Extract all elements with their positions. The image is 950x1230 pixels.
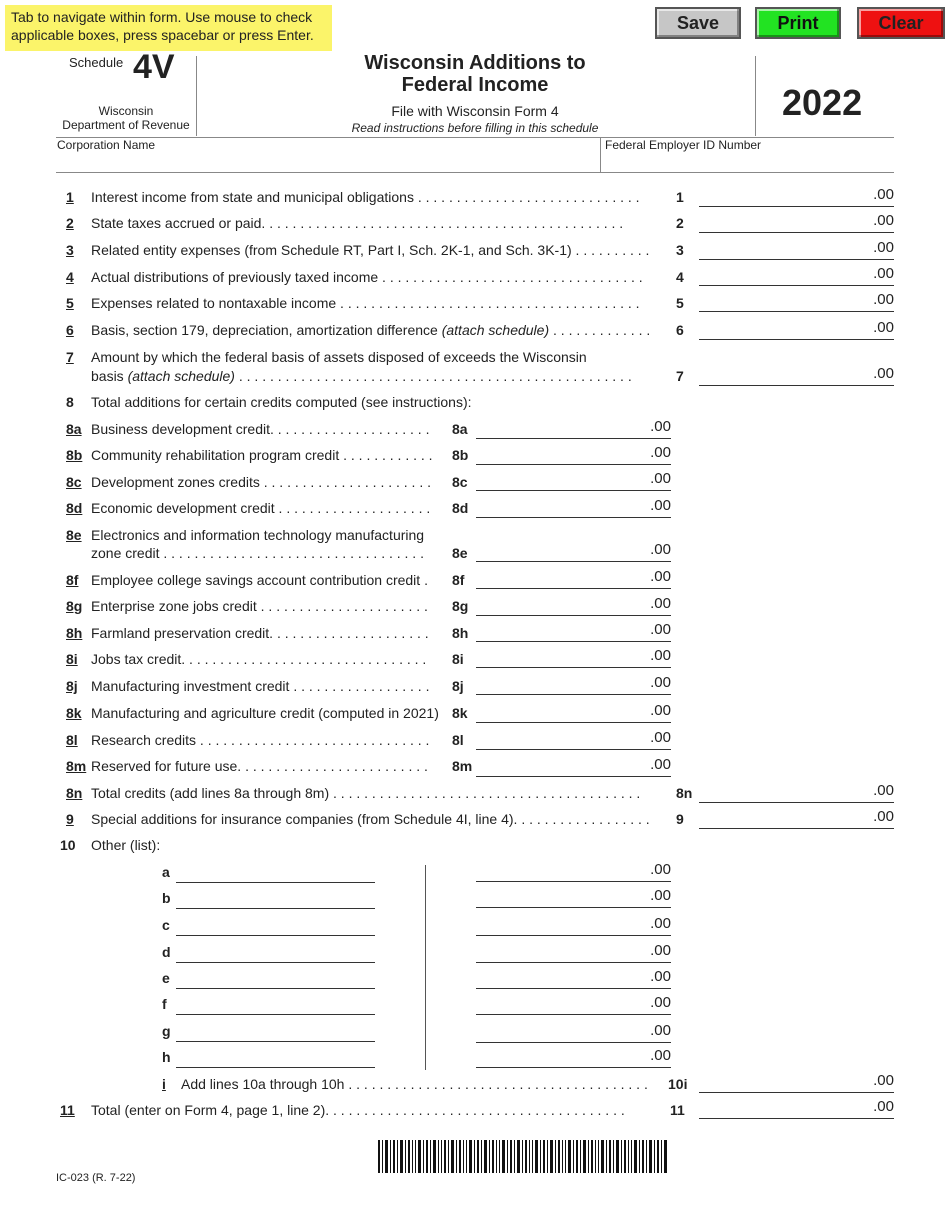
- line-8b-id: 8b: [452, 447, 469, 463]
- line-4-amount[interactable]: [699, 265, 894, 286]
- line-4-cents: .00: [873, 265, 894, 282]
- line-8i-id: 8i: [452, 651, 464, 667]
- corporation-name-label: Corporation Name: [57, 138, 156, 152]
- line-10f-letter: f: [162, 996, 167, 1012]
- line-10-divider: [425, 865, 426, 1070]
- line-10h-description[interactable]: [176, 1047, 375, 1068]
- line-8n-id: 8n: [676, 785, 693, 801]
- line-10d-letter: d: [162, 944, 171, 960]
- line-7-label-b: [91, 368, 666, 384]
- clear-button[interactable]: Clear: [857, 7, 945, 39]
- line-8k-amount[interactable]: [476, 702, 671, 723]
- line-8a-amount[interactable]: [476, 418, 671, 439]
- header-divider-right: [755, 56, 756, 136]
- form-title: [320, 52, 630, 96]
- header-divider-left: [196, 56, 197, 136]
- line-8m-amount[interactable]: [476, 756, 671, 777]
- line-9-number: 9: [66, 811, 74, 827]
- line-7-text-b1: basis: [91, 368, 128, 384]
- instruction-hint: Tab to navigate within form. Use mouse to check applicable boxes, press spacebar or press Enter.: [5, 5, 332, 51]
- fein-input[interactable]: [604, 152, 896, 172]
- line-10d-description[interactable]: [176, 942, 375, 963]
- line-10i-amount[interactable]: [699, 1072, 894, 1093]
- line-10g-amount[interactable]: [476, 1022, 671, 1043]
- line-8i-number: 8i: [66, 651, 78, 667]
- line-8n-amount[interactable]: [699, 782, 894, 803]
- line-5-amount[interactable]: [699, 291, 894, 312]
- line-11-id: 11: [670, 1102, 685, 1118]
- line-3-cents: .00: [873, 239, 894, 256]
- line-8l-label: Research credits . . . . . . . . . . . . . . . . . . . . . . . . . . . . . .: [91, 732, 430, 748]
- line-7-number: 7: [66, 349, 74, 365]
- line-8b-cents: .00: [650, 444, 671, 461]
- line-8h-label: Farmland preservation credit. . . . . . . . . . . . . . . . . . . . .: [91, 625, 429, 641]
- line-8j-label: Manufacturing investment credit . . . . . . . . . . . . . . . . . .: [91, 678, 430, 694]
- line-2-amount[interactable]: [699, 212, 894, 233]
- line-10a-letter: a: [162, 864, 170, 880]
- line-8l-cents: .00: [650, 729, 671, 746]
- line-10h-cents: .00: [650, 1047, 671, 1064]
- line-8c-number: 8c: [66, 474, 82, 490]
- department-name: [56, 104, 196, 132]
- line-10c-description[interactable]: [176, 915, 375, 936]
- line-6-text-a: Basis, section 179, depreciation, amortization difference: [91, 322, 442, 338]
- line-8-number: 8: [66, 394, 74, 410]
- line-5-id: 5: [676, 295, 684, 311]
- tax-year: 2022: [782, 82, 863, 123]
- line-1-number: 1: [66, 189, 74, 205]
- line-8h-cents: .00: [650, 621, 671, 638]
- line-10a-amount[interactable]: [476, 861, 671, 882]
- fields-bottom-rule: [56, 172, 894, 173]
- line-8k-number: 8k: [66, 705, 82, 721]
- line-10d-amount[interactable]: [476, 942, 671, 963]
- instructions-note: Read instructions before filling in this schedule: [351, 121, 599, 135]
- line-8m-label: Reserved for future use. . . . . . . . . . . . . . . . . . . . . . . . .: [91, 758, 428, 774]
- line-8k-cents: .00: [650, 702, 671, 719]
- line-6-number: 6: [66, 322, 74, 338]
- line-8i-label: Jobs tax credit. . . . . . . . . . . . . . . . . . . . . . . . . . . . . . . .: [91, 651, 427, 667]
- line-11-number: 11: [60, 1102, 75, 1118]
- line-8h-amount[interactable]: [476, 621, 671, 642]
- line-10i-label: Add lines 10a through 10h . . . . . . . . . . . . . . . . . . . . . . . . . . . . . . . . . . . . . . .: [181, 1076, 648, 1092]
- dept-line-2: Department of Revenue: [62, 118, 190, 132]
- line-7-text-b2: . . . . . . . . . . . . . . . . . . . . . . . . . . . . . . . . . . . . . . . . . . . . . . . . . . .: [234, 368, 632, 384]
- print-button[interactable]: Print: [755, 7, 841, 39]
- line-8j-number: 8j: [66, 678, 78, 694]
- line-8l-id: 8l: [452, 732, 464, 748]
- line-8c-cents: .00: [650, 470, 671, 487]
- barcode-image: [378, 1140, 668, 1173]
- line-10g-cents: .00: [650, 1022, 671, 1039]
- line-4-label: Actual distributions of previously taxed income . . . . . . . . . . . . . . . . . . . . . . . . . . . . . . . . . .: [91, 269, 643, 285]
- line-10e-description[interactable]: [176, 968, 375, 989]
- line-9-cents: .00: [873, 808, 894, 825]
- save-button[interactable]: Save: [655, 7, 741, 39]
- line-10e-amount[interactable]: [476, 968, 671, 989]
- line-8i-amount[interactable]: [476, 647, 671, 668]
- line-8l-amount[interactable]: [476, 729, 671, 750]
- line-8e-number: 8e: [66, 527, 82, 543]
- line-10d-cents: .00: [650, 942, 671, 959]
- fields-divider: [600, 137, 601, 173]
- line-8f-amount[interactable]: [476, 568, 671, 589]
- line-5-label: Expenses related to nontaxable income . . . . . . . . . . . . . . . . . . . . . . . . . . . . . . . . . . . . . . .: [91, 295, 640, 311]
- line-8g-id: 8g: [452, 598, 469, 614]
- line-1-amount[interactable]: [699, 186, 894, 207]
- dept-line-1: Wisconsin: [98, 104, 154, 118]
- line-8a-label: Business development credit. . . . . . . . . . . . . . . . . . . . .: [91, 421, 430, 437]
- line-2-id: 2: [676, 215, 684, 231]
- line-6-text-b: . . . . . . . . . . . . .: [549, 322, 651, 338]
- line-9-id: 9: [676, 811, 684, 827]
- line-8k-id: 8k: [452, 705, 468, 721]
- line-3-amount[interactable]: [699, 239, 894, 260]
- line-8e-label-b: zone credit . . . . . . . . . . . . . . . . . . . . . . . . . . . . . . . . . .: [91, 545, 424, 561]
- line-4-id: 4: [676, 269, 684, 285]
- line-10f-amount[interactable]: [476, 994, 671, 1015]
- line-2-label: State taxes accrued or paid. . . . . . . . . . . . . . . . . . . . . . . . . . . . . . . . . . . . . . . . . . . . . . .: [91, 215, 624, 231]
- line-8f-id: 8f: [452, 572, 465, 588]
- line-8a-id: 8a: [452, 421, 468, 437]
- line-2-number: 2: [66, 215, 74, 231]
- line-8e-label-a: Electronics and information technology manufacturing: [91, 527, 425, 543]
- line-8f-number: 8f: [66, 572, 79, 588]
- line-8l-number: 8l: [66, 732, 78, 748]
- line-10b-amount[interactable]: [476, 887, 671, 908]
- line-10a-cents: .00: [650, 861, 671, 878]
- line-10b-letter: b: [162, 890, 171, 906]
- line-8h-number: 8h: [66, 625, 83, 641]
- line-8c-id: 8c: [452, 474, 468, 490]
- line-8g-number: 8g: [66, 598, 83, 614]
- line-11-label: Total (enter on Form 4, page 1, line 2). . . . . . . . . . . . . . . . . . . . . . . . . . . . . . . . . . . . . . .: [91, 1102, 625, 1118]
- line-8b-label: Community rehabilitation program credit . . . . . . . . . . . .: [91, 447, 433, 463]
- line-10g-letter: g: [162, 1023, 171, 1039]
- line-8-label: Total additions for certain credits computed (see instructions):: [91, 394, 472, 410]
- line-3-number: 3: [66, 242, 74, 258]
- line-9-label: Special additions for insurance companies (from Schedule 4I, line 4). . . . . . . . . . . . . . . . . .: [91, 811, 650, 827]
- form-code: IC-023 (R. 7-22): [56, 1172, 136, 1184]
- line-10b-cents: .00: [650, 887, 671, 904]
- line-5-number: 5: [66, 295, 74, 311]
- schedule-number: 4V: [133, 48, 175, 86]
- line-6-text-italic: (attach schedule): [441, 322, 550, 338]
- line-10-label: Other (list):: [91, 837, 161, 853]
- line-8d-id: 8d: [452, 500, 469, 516]
- line-10f-cents: .00: [650, 994, 671, 1011]
- line-8d-label: Economic development credit . . . . . . . . . . . . . . . . . . . .: [91, 500, 431, 516]
- line-10c-cents: .00: [650, 915, 671, 932]
- line-8d-amount[interactable]: [476, 497, 671, 518]
- title-line-2: Federal Income: [401, 74, 549, 96]
- line-10h-letter: h: [162, 1049, 171, 1065]
- line-10i-id: 10i: [668, 1076, 688, 1092]
- line-8c-label: Development zones credits . . . . . . . . . . . . . . . . . . . . . .: [91, 474, 432, 490]
- line-10i-cents: .00: [873, 1072, 894, 1089]
- line-8h-id: 8h: [452, 625, 469, 641]
- line-8n-label: Total credits (add lines 8a through 8m) . . . . . . . . . . . . . . . . . . . . . . . . . . . . . . . . . . . . . . . .: [91, 785, 641, 801]
- line-10b-description[interactable]: [176, 888, 375, 909]
- line-8j-id: 8j: [452, 678, 464, 694]
- line-10a-description[interactable]: [176, 862, 375, 883]
- title-line-1: Wisconsin Additions to: [364, 52, 586, 74]
- line-8n-cents: .00: [873, 782, 894, 799]
- line-8d-number: 8d: [66, 500, 83, 516]
- line-8d-cents: .00: [650, 497, 671, 514]
- line-7-text-italic: (attach schedule): [127, 368, 235, 384]
- line-8f-cents: .00: [650, 568, 671, 585]
- line-10e-letter: e: [162, 970, 170, 986]
- line-6-id: 6: [676, 322, 684, 338]
- line-8m-id: 8m: [452, 758, 473, 774]
- line-4-number: 4: [66, 269, 74, 285]
- line-10c-amount[interactable]: [476, 915, 671, 936]
- line-11-cents: .00: [873, 1098, 894, 1115]
- line-9-amount[interactable]: [699, 808, 894, 829]
- line-8e-id: 8e: [452, 545, 468, 561]
- line-1-cents: .00: [873, 186, 894, 203]
- line-8e-cents: .00: [650, 541, 671, 558]
- line-1-label: Interest income from state and municipal obligations . . . . . . . . . . . . . . . . . . . . . . . . . . . . .: [91, 189, 640, 205]
- line-8g-cents: .00: [650, 595, 671, 612]
- line-8m-cents: .00: [650, 756, 671, 773]
- line-3-id: 3: [676, 242, 684, 258]
- line-2-cents: .00: [873, 212, 894, 229]
- line-8b-amount[interactable]: [476, 444, 671, 465]
- line-8j-amount[interactable]: [476, 674, 671, 695]
- line-10h-amount[interactable]: [476, 1047, 671, 1068]
- line-10e-cents: .00: [650, 968, 671, 985]
- line-8c-amount[interactable]: [476, 470, 671, 491]
- line-10g-description[interactable]: [176, 1021, 375, 1042]
- line-8i-cents: .00: [650, 647, 671, 664]
- line-7-id: 7: [676, 368, 684, 384]
- line-6-cents: .00: [873, 319, 894, 336]
- form-subtitle: File with Wisconsin Form 4: [391, 103, 559, 119]
- line-7-amount[interactable]: [699, 365, 894, 386]
- line-8a-cents: .00: [650, 418, 671, 435]
- line-8g-amount[interactable]: [476, 595, 671, 616]
- line-1-id: 1: [676, 189, 684, 205]
- line-8n-number: 8n: [66, 785, 83, 801]
- line-8b-number: 8b: [66, 447, 83, 463]
- line-6-amount[interactable]: [699, 319, 894, 340]
- line-6-label: [91, 322, 666, 338]
- fields-top-rule: [56, 137, 894, 138]
- line-8e-amount[interactable]: [476, 541, 671, 562]
- line-5-cents: .00: [873, 291, 894, 308]
- line-7-cents: .00: [873, 365, 894, 382]
- line-8k-label: Manufacturing and agriculture credit (computed in 2021): [91, 705, 439, 721]
- line-8a-number: 8a: [66, 421, 82, 437]
- schedule-label: Schedule: [69, 55, 124, 70]
- line-11-amount[interactable]: [699, 1098, 894, 1119]
- line-10-number: 10: [60, 837, 76, 853]
- fein-label: Federal Employer ID Number: [605, 138, 762, 152]
- line-8f-label: Employee college savings account contribution credit .: [91, 572, 428, 588]
- line-8j-cents: .00: [650, 674, 671, 691]
- line-10f-description[interactable]: [176, 994, 375, 1015]
- corporation-name-input[interactable]: [56, 152, 600, 172]
- line-8g-label: Enterprise zone jobs credit . . . . . . . . . . . . . . . . . . . . . .: [91, 598, 428, 614]
- line-7-label-a: Amount by which the federal basis of assets disposed of exceeds the Wisconsin: [91, 349, 587, 365]
- line-10c-letter: c: [162, 917, 170, 933]
- line-10i-letter: i: [162, 1076, 166, 1092]
- line-3-label: Related entity expenses (from Schedule RT, Part I, Sch. 2K-1, and Sch. 3K-1) . . . . . . . . . .: [91, 242, 650, 258]
- line-8m-number: 8m: [66, 758, 87, 774]
